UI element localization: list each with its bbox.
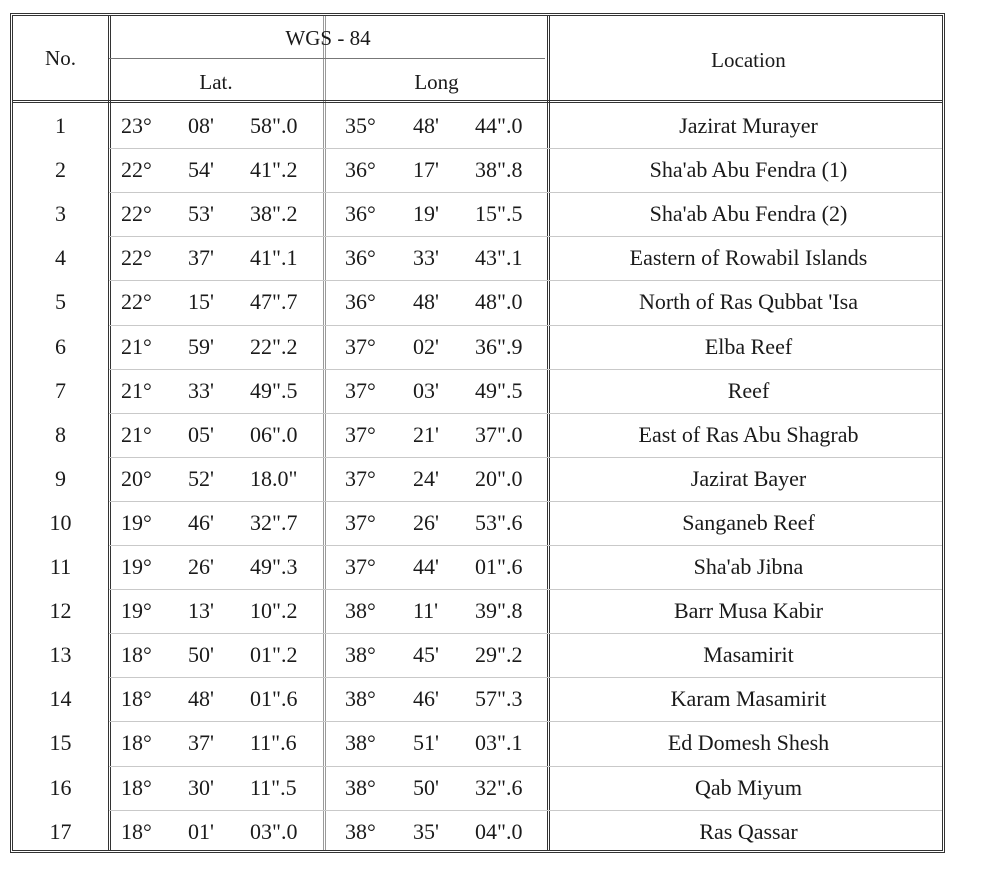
location-name: East of Ras Abu Shagrab: [638, 421, 859, 447]
row-divider: [109, 457, 942, 458]
lat-deg: 21°: [121, 377, 152, 403]
lat-min: 08': [188, 113, 214, 138]
long-deg: 37°: [345, 509, 376, 535]
row-divider: [109, 545, 942, 546]
long-min: 17': [413, 157, 439, 183]
lat-deg: 22°: [121, 245, 152, 271]
lat-deg: 18°: [121, 774, 152, 800]
lat-sec: 49".5: [250, 377, 298, 403]
location-name: Jazirat Murayer: [679, 113, 818, 138]
lat-sec: 10".2: [250, 598, 298, 624]
long-min: 50': [413, 774, 439, 800]
lat-min: 26': [188, 554, 214, 579]
long-deg: 37°: [345, 377, 376, 403]
row-number: 15: [49, 730, 72, 756]
long-deg: 36°: [345, 245, 376, 271]
long-sec: 48".0: [475, 289, 523, 315]
lat-deg: 22°: [121, 289, 152, 315]
row-divider: [109, 325, 942, 326]
long-sec: 49".5: [475, 377, 523, 403]
lat-min: 53': [188, 201, 214, 227]
long-min: 48': [413, 289, 439, 315]
lat-min: 52': [188, 465, 214, 491]
row-divider: [109, 677, 942, 678]
row-divider: [109, 192, 942, 193]
header-no: No.: [45, 46, 76, 70]
lat-sec: 41".1: [250, 245, 298, 271]
location-name: Eastern of Rowabil Islands: [629, 245, 868, 271]
row-divider: [109, 413, 942, 414]
long-deg: 35°: [345, 113, 376, 138]
row-number: 7: [55, 377, 66, 403]
long-deg: 38°: [345, 730, 376, 756]
location-name: Sanganeb Reef: [682, 509, 815, 535]
location-name: Sha'ab Abu Fendra (2): [649, 201, 848, 227]
row-number: 16: [49, 774, 72, 800]
lat-sec: 41".2: [250, 157, 298, 183]
lat-sec: 58".0: [250, 113, 298, 138]
row-number: 14: [49, 686, 72, 712]
lat-deg: 19°: [121, 509, 152, 535]
long-sec: 37".0: [475, 421, 523, 447]
long-min: 21': [413, 421, 439, 447]
long-sec: 44".0: [475, 113, 523, 138]
long-sec: 01".6: [475, 554, 523, 579]
long-sec: 04".0: [475, 818, 523, 844]
lat-sec: 01".2: [250, 642, 298, 668]
location-name: Ras Qassar: [699, 818, 798, 844]
row-divider: [109, 721, 942, 722]
row-number: 5: [55, 289, 66, 315]
lat-sec: 18.0": [250, 465, 298, 491]
lat-deg: 21°: [121, 333, 152, 359]
long-deg: 37°: [345, 554, 376, 579]
lat-min: 59': [188, 333, 214, 359]
long-min: 03': [413, 377, 439, 403]
long-min: 44': [413, 554, 439, 579]
row-number: 4: [55, 245, 66, 271]
location-name: Jazirat Bayer: [690, 465, 807, 491]
row-number: 8: [55, 421, 66, 447]
long-deg: 38°: [345, 598, 376, 624]
long-sec: 57".3: [475, 686, 523, 712]
location-name: Qab Miyum: [695, 774, 802, 800]
lat-sec: 38".2: [250, 201, 298, 227]
lat-min: 46': [188, 509, 214, 535]
long-deg: 36°: [345, 201, 376, 227]
lat-sec: 22".2: [250, 333, 298, 359]
location-name: North of Ras Qubbat 'Isa: [638, 289, 859, 315]
header-lat: Lat.: [199, 70, 233, 94]
lat-min: 54': [188, 157, 214, 183]
lat-deg: 19°: [121, 598, 152, 624]
long-min: 48': [413, 113, 439, 138]
row-number: 3: [55, 201, 66, 227]
coordinates-table: [10, 13, 945, 853]
lat-sec: 06".0: [250, 421, 298, 447]
lat-min: 50': [188, 642, 214, 668]
lat-sec: 11".5: [250, 774, 297, 800]
lat-sec: 32".7: [250, 509, 298, 535]
column-divider-lat-long: [323, 16, 326, 850]
header-location: Location: [711, 48, 786, 72]
row-number: 13: [49, 642, 72, 668]
lat-deg: 18°: [121, 642, 152, 668]
lat-sec: 49".3: [250, 554, 298, 579]
long-sec: 39".8: [475, 598, 523, 624]
row-divider: [109, 236, 942, 237]
long-min: 26': [413, 509, 439, 535]
long-min: 35': [413, 818, 439, 844]
long-deg: 37°: [345, 421, 376, 447]
long-min: 11': [413, 598, 439, 624]
long-deg: 38°: [345, 686, 376, 712]
row-divider: [109, 501, 942, 502]
row-divider: [109, 280, 942, 281]
lat-deg: 23°: [121, 113, 152, 138]
long-deg: 37°: [345, 465, 376, 491]
long-sec: 15".5: [475, 201, 523, 227]
long-deg: 38°: [345, 642, 376, 668]
lat-deg: 22°: [121, 157, 152, 183]
header-datum: WGS - 84: [285, 26, 371, 50]
row-number: 6: [55, 333, 66, 359]
lat-sec: 01".6: [250, 686, 298, 712]
lat-deg: 19°: [121, 554, 152, 579]
location-name: Karam Masamirit: [670, 686, 827, 712]
lat-deg: 20°: [121, 465, 152, 491]
lat-min: 37': [188, 245, 214, 271]
long-deg: 38°: [345, 774, 376, 800]
row-divider: [109, 369, 942, 370]
lat-min: 15': [188, 289, 214, 315]
long-min: 51': [413, 730, 439, 756]
row-number: 17: [49, 818, 72, 844]
long-deg: 36°: [345, 157, 376, 183]
lat-deg: 18°: [121, 730, 152, 756]
long-deg: 36°: [345, 289, 376, 315]
long-min: 19': [413, 201, 439, 227]
long-sec: 20".0: [475, 465, 523, 491]
long-sec: 43".1: [475, 245, 523, 271]
location-name: Reef: [727, 377, 770, 403]
long-sec: 38".8: [475, 157, 523, 183]
location-name: Barr Musa Kabir: [673, 598, 824, 624]
row-divider: [109, 148, 942, 149]
row-divider: [109, 633, 942, 634]
lat-min: 30': [188, 774, 214, 800]
lat-min: 37': [188, 730, 214, 756]
long-deg: 37°: [345, 333, 376, 359]
row-divider: [109, 766, 942, 767]
location-name: Ed Domesh Shesh: [667, 730, 830, 756]
row-number: 11: [49, 554, 72, 579]
long-sec: 36".9: [475, 333, 523, 359]
lat-sec: 03".0: [250, 818, 298, 844]
location-name: Sha'ab Abu Fendra (1): [649, 157, 848, 183]
header-divider: [13, 100, 942, 103]
location-name: Sha'ab Jibna: [693, 554, 804, 579]
datum-divider: [109, 58, 545, 59]
long-deg: 38°: [345, 818, 376, 844]
lat-min: 33': [188, 377, 214, 403]
lat-deg: 22°: [121, 201, 152, 227]
lat-sec: 47".7: [250, 289, 298, 315]
lat-min: 13': [188, 598, 214, 624]
lat-deg: 21°: [121, 421, 152, 447]
lat-deg: 18°: [121, 818, 152, 844]
long-sec: 03".1: [475, 730, 523, 756]
column-divider-no: [108, 16, 111, 850]
lat-deg: 18°: [121, 686, 152, 712]
row-number: 9: [55, 465, 66, 491]
lat-sec: 11".6: [250, 730, 297, 756]
long-sec: 29".2: [475, 642, 523, 668]
header-long: Long: [414, 70, 459, 94]
long-sec: 32".6: [475, 774, 523, 800]
long-sec: 53".6: [475, 509, 523, 535]
long-min: 02': [413, 333, 439, 359]
row-number: 1: [55, 113, 66, 138]
location-name: Masamirit: [703, 642, 794, 668]
row-number: 10: [49, 509, 72, 535]
row-number: 12: [49, 598, 72, 624]
row-number: 2: [55, 157, 66, 183]
row-divider: [109, 810, 942, 811]
long-min: 24': [413, 465, 439, 491]
lat-min: 05': [188, 421, 214, 447]
lat-min: 48': [188, 686, 214, 712]
long-min: 33': [413, 245, 439, 271]
long-min: 45': [413, 642, 439, 668]
lat-min: 01': [188, 818, 214, 844]
location-name: Elba Reef: [704, 333, 793, 359]
row-divider: [109, 589, 942, 590]
long-min: 46': [413, 686, 439, 712]
